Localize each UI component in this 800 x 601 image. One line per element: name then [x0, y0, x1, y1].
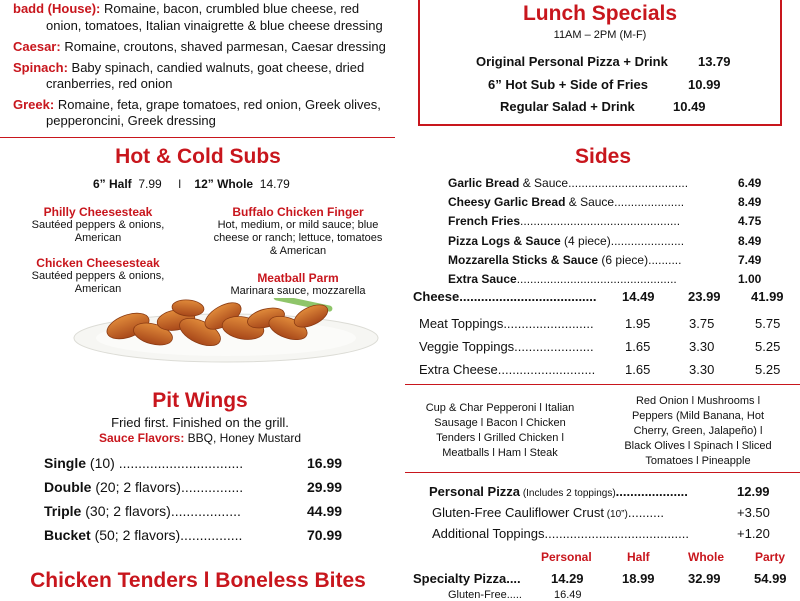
divider	[0, 137, 395, 138]
topping-label: Meat Toppings.........................	[419, 316, 594, 331]
specialty-pizza-label: Specialty Pizza....	[413, 571, 521, 586]
veggie-toppings-list: Red Onion l Mushrooms l Peppers (Mild Banana, Hot Cherry, Green, Jalapeño) l Black Olives l Spinach l Sliced Tomatoes l Pineapple	[624, 395, 772, 467]
divider	[405, 472, 800, 473]
topping-price: 5.25	[755, 339, 781, 354]
side-row: Cheesy Garlic Bread & Sauce.....................	[448, 195, 685, 209]
side-row: French Fries................................................	[448, 214, 681, 228]
topping-price: 1.65	[625, 339, 651, 354]
topping-label: Veggie Toppings......................	[419, 339, 594, 354]
topping-label: Cheese......................................	[413, 289, 597, 304]
sides-title: Sides	[574, 145, 632, 168]
salad-desc-cont: cranberries, red onion	[46, 76, 173, 91]
topping-price: 23.99	[688, 289, 721, 304]
divider	[405, 384, 800, 385]
meat-toppings-list: Cup & Char Pepperoni l Italian Sausage l Bacon l Chicken Tenders l Grilled Chicken l Meatballs l Ham l Steak	[425, 402, 575, 459]
topping-price: 1.65	[625, 362, 651, 377]
gf-crust-row: Gluten-Free Cauliflower Crust (10”)..........	[432, 505, 664, 520]
gf-specialty-label: Gluten-Free.....	[448, 589, 522, 601]
size-header: Half	[627, 550, 650, 564]
salad-item: Caesar: Romaine, croutons, shaved parmesan, Caesar dressing	[13, 39, 386, 54]
side-row: Pizza Logs & Sauce (4 piece)......................	[448, 234, 685, 248]
lunch-specials-box	[418, 0, 782, 126]
lunch-item-price: 10.99	[688, 77, 721, 92]
lunch-hours: 11AM – 2PM (M-F)	[553, 29, 647, 41]
specialty-price: 18.99	[622, 571, 655, 586]
salad-item: Greek: Romaine, feta, grape tomatoes, red onion, Greek olives,	[13, 97, 381, 112]
gf-crust-price: +3.50	[737, 505, 770, 520]
subs-title: Hot & Cold Subs	[115, 145, 281, 168]
wings-price: 16.99	[307, 455, 343, 471]
salad-desc-cont: pepperoncini, Greek dressing	[46, 113, 216, 128]
lunch-item-price: 10.49	[673, 99, 706, 114]
side-price: 4.75	[738, 214, 762, 228]
specialty-price: 14.29	[551, 571, 584, 586]
topping-price: 5.75	[755, 316, 781, 331]
lunch-specials-title: Lunch Specials	[522, 2, 678, 25]
lunch-item-label: Regular Salad + Drink	[500, 99, 635, 114]
size-header: Party	[755, 550, 786, 564]
wings-price: 44.99	[307, 503, 343, 519]
sub-item: Meatball Parm Marinara sauce, mozzarella	[230, 271, 366, 297]
topping-price: 3.75	[689, 316, 715, 331]
wings-plate-photo	[68, 298, 390, 364]
side-price: 8.49	[738, 195, 762, 209]
wings-subtitle: Fried first. Finished on the grill.	[111, 415, 289, 430]
wings-row: Triple (30; 2 flavors)..................	[44, 503, 241, 519]
wings-row: Bucket (50; 2 flavors)................	[44, 527, 243, 543]
cut-off-row	[405, 286, 800, 304]
lunch-item-label: 6” Hot Sub + Side of Fries	[488, 77, 648, 92]
side-price: 1.00	[738, 272, 762, 286]
topping-price: 1.95	[625, 316, 651, 331]
lunch-item-label: Original Personal Pizza + Drink	[476, 54, 668, 69]
topping-label: Extra Cheese...........................	[419, 362, 596, 377]
sub-item: Buffalo Chicken Finger Hot, medium, or mild sauce; blue cheese or ranch; lettuce, tomatoes & American	[213, 205, 383, 257]
wings-row: Single (10) ................................	[44, 455, 244, 471]
gf-specialty-price: 16.49	[554, 589, 582, 601]
side-row: Garlic Bread & Sauce....................................	[448, 176, 689, 190]
topping-price: 5.25	[755, 362, 781, 377]
topping-price: 41.99	[751, 289, 784, 304]
lunch-item-price: 13.79	[698, 54, 731, 69]
side-price: 6.49	[738, 176, 762, 190]
side-row: Mozzarella Sticks & Sauce (6 piece)..........	[448, 253, 682, 267]
subs-prices: 6” Half 7.99 l 12” Whole 14.79	[93, 177, 290, 191]
additional-toppings-price: +1.20	[737, 526, 770, 541]
side-price: 7.49	[738, 253, 762, 267]
specialty-price: 54.99	[754, 571, 787, 586]
topping-price: 14.49	[622, 289, 655, 304]
salad-item: badd (House): Romaine, bacon, crumbled blue cheese, red	[13, 1, 360, 16]
side-price: 8.49	[738, 234, 762, 248]
personal-pizza-price: 12.99	[737, 484, 770, 499]
wings-price: 29.99	[307, 479, 343, 495]
personal-pizza-row: Personal Pizza (Includes 2 toppings)....................	[429, 484, 688, 499]
size-header: Whole	[688, 550, 724, 564]
size-header: Personal	[541, 550, 592, 564]
salad-item: Spinach: Baby spinach, candied walnuts, goat cheese, dried	[13, 60, 365, 75]
topping-price: 3.30	[689, 362, 715, 377]
tenders-title: Chicken Tenders l Boneless Bites	[30, 569, 366, 592]
wings-row: Double (20; 2 flavors)................	[44, 479, 244, 495]
wings-title: Pit Wings	[152, 389, 248, 412]
specialty-price: 32.99	[688, 571, 721, 586]
sub-item: Philly Cheesesteak Sautéed peppers & onions, American	[31, 205, 165, 244]
wings-price: 70.99	[307, 527, 343, 543]
topping-price: 3.30	[689, 339, 715, 354]
salad-desc-cont: onion, tomatoes, Italian vinaigrette & blue cheese dressing	[46, 18, 383, 33]
side-row: Extra Sauce................................................	[448, 272, 677, 286]
sub-item: Chicken Cheesesteak Sautéed peppers & onions, American	[31, 256, 165, 295]
additional-toppings-row: Additional Toppings........................................	[432, 526, 689, 541]
wings-sauce-flavors: Sauce Flavors: BBQ, Honey Mustard	[98, 431, 302, 445]
